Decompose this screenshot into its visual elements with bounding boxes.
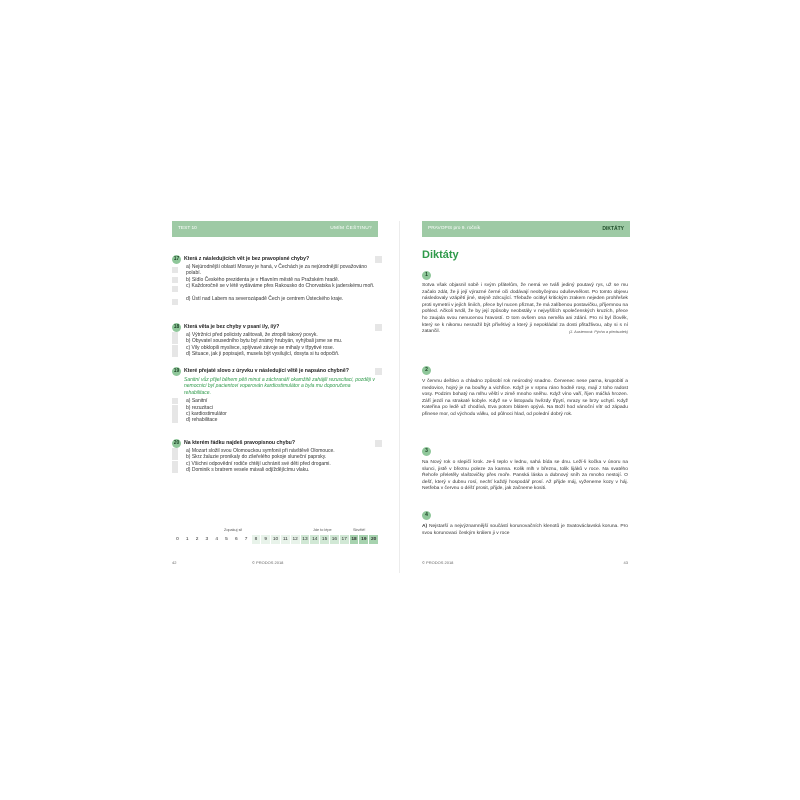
question-number: 19 [173, 368, 180, 374]
question-text: Které přejaté slovo z úryvku v následující větě je napsáno chybně? [184, 368, 349, 374]
answer-checkbox[interactable] [172, 267, 178, 273]
score-box[interactable] [375, 324, 382, 331]
answer-option[interactable]: a) Výtržníci před policisty zalitovali, že ztropili takový povyk. [172, 332, 378, 338]
score-cell[interactable]: 6 [231, 535, 241, 544]
score-cell[interactable]: 18 [349, 535, 359, 544]
score-box[interactable] [375, 368, 382, 375]
right-page-header [422, 221, 630, 237]
answer-checkbox[interactable] [172, 338, 178, 344]
question-19 [172, 367, 378, 424]
left-page-header [172, 221, 378, 237]
question-text: Na kterém řádku najdeš pravopisnou chybu? [184, 440, 295, 446]
score-cell[interactable]: 7 [241, 535, 251, 544]
dictation-source: (J. Austenová: Pýcha a předsudek) [569, 330, 628, 335]
answer-checkbox[interactable] [172, 332, 178, 338]
answer-checkbox[interactable] [172, 411, 178, 417]
dictation-number: 3 [422, 447, 431, 456]
answer-option[interactable]: c) Vily obklopili myslivce, splývavé závoje se mihaly v třpytivé rose. [172, 345, 378, 351]
question-text: Která z následujících vět je bez pravopisné chyby? [184, 256, 310, 262]
dictation-text: Na Nový rok o slepičí krok. Je-li teplo v lednu, sahá bída se dnu. Leží-li kočka v únoru na slunci, jistě v březnu poleze za kamna. Kolik mlh v březnu, tolik lijáků v roce. Na svatého Řehoře přeletěly vlaštovičky přes moře. Panská láska a dubnový sníh za mnoho nestojí. O dešť, který v dubnu rosí, nechť každý hospodář prosí. Až přijde máj, vyženeme kozy v háj. Netřeba v červnu o déšť prosit, přijde, jak začneme kositi. [422, 460, 628, 492]
score-cell[interactable]: 14 [309, 535, 319, 544]
answer-checkbox[interactable] [172, 345, 178, 351]
score-cell[interactable]: 17 [339, 535, 349, 544]
score-cell[interactable]: 15 [319, 535, 329, 544]
answer-checkbox[interactable] [172, 351, 178, 357]
answer-option[interactable]: c) kardiostimulátor [172, 411, 378, 417]
answer-option[interactable]: c) Každoročně se v létě vydáváme přes Rakousko do Chorvatska k jaderskému moři. [172, 283, 378, 296]
scale-label-high: Skvělé! [353, 528, 366, 532]
dictation-number: 4 [422, 511, 431, 520]
score-cell[interactable]: 13 [300, 535, 310, 544]
answer-checkbox[interactable] [172, 398, 178, 404]
dictation-number: 2 [422, 366, 431, 375]
dictation-number: 1 [422, 271, 431, 280]
header-section-label: UMÍM ČEŠTINU? [330, 226, 372, 231]
left-page [150, 221, 400, 573]
score-scale-labels [172, 528, 378, 534]
score-cell[interactable]: 12 [290, 535, 300, 544]
answer-option[interactable]: b) rezuzitaci [172, 405, 378, 411]
answer-checkbox[interactable] [172, 286, 178, 292]
answer-option[interactable]: d) Ústí nad Labem na severozápadě Čech je centrem Ústeckého kraje. [172, 296, 378, 309]
score-cell[interactable]: 19 [358, 535, 368, 544]
dictation-text: V červnu deštivo a chladno způsobí rok neúrodný snadno. Červenec nese parna, krupobití a medovice, hojný je na bouřky a vichřice. Když je v srpnu ráno hodně rosy, mají z toho radost vosy. Podzim bohatý na mlhu věští v zimě mnoho sněhu. Když víno vaří, říjen máčká hrozen. Září jezdí na strakaté kobyle. Když se v listopadu hvězdy třpytí, mrazy se brzy uchytí. Když Kateřina po ledě už chodívá, Eva potom blátem opývá. Na Boží hod vánoční vítr od západu přinese mor, od východu válku, od půlnoci hlad, od polední dobrý rok. [422, 379, 628, 417]
score-cell[interactable]: 11 [280, 535, 290, 544]
page-title: Diktáty [422, 249, 459, 261]
answer-option[interactable]: d) rehabilitace [172, 417, 378, 423]
page-number-left: 42 [172, 560, 177, 565]
answer-checkbox[interactable] [172, 461, 178, 467]
book-spread [150, 221, 650, 573]
score-cell[interactable]: 1 [182, 535, 192, 544]
answer-option[interactable]: b) Obyvatel sousedního bytu byl známý hrubyán, vyhýbali jsme se mu. [172, 338, 378, 344]
header-subject-label: PRAVOPIS pro 9. ročník [428, 226, 481, 231]
answer-option[interactable]: a) Mozart složil svou Olomouckou symfonii při návštěvě Olomouce. [172, 448, 378, 454]
page-number-right: 43 [623, 560, 628, 565]
question-number: 18 [173, 324, 180, 330]
right-page [400, 221, 650, 573]
question-number: 20 [173, 440, 180, 446]
question-17 [172, 255, 378, 309]
footer-copyright: © PRODOS 2018 [422, 560, 454, 565]
answer-checkbox[interactable] [172, 277, 178, 283]
dictation-text: A) Nejstarší a nejvýznamnější součástí korunovačních klenotů je Svatováclavská koruna. Pro svou korunovaci českým králem ji v roce [422, 524, 629, 536]
question-number: 17 [173, 256, 180, 262]
question-18 [172, 323, 378, 358]
answer-checkbox[interactable] [172, 467, 178, 473]
answer-checkbox[interactable] [172, 454, 178, 460]
answer-option[interactable]: d) Situace, jak ji popisuješ, musela být vysilující, dosyta si tu odpočiň. [172, 351, 378, 357]
question-20 [172, 439, 378, 474]
scale-label-low: Zopakuj si! [224, 528, 243, 532]
score-cell[interactable]: 9 [260, 535, 270, 544]
score-cell[interactable]: 2 [192, 535, 202, 544]
answer-option[interactable]: b) Skrz žaluzie pronikaly do zšeřelého pokoje sluneční paprsky. [172, 454, 378, 460]
header-test-label: TEST 10 [178, 226, 197, 231]
score-cell[interactable]: 8 [251, 535, 261, 544]
header-chapter-label: DIKTÁTY [602, 226, 624, 232]
question-quote: Sanitní vůz přijel během pěti minut a záchranáři okamžitě zahájili rezuscitaci, později v nemocnici byl pacientovi voperován kardiostimulátor a byla mu doporučena rehabilitace. [184, 377, 375, 396]
score-cell[interactable]: 0 [172, 535, 182, 544]
question-text: Která věta je bez chyby v psaní i/y, í/ý? [184, 324, 280, 330]
score-cell[interactable]: 5 [221, 535, 231, 544]
answer-checkbox[interactable] [172, 405, 178, 411]
answer-option[interactable]: b) Sídlo Českého prezidenta je v Hlavním městě na Pražském hradě. [172, 277, 378, 283]
footer-copyright: © PRODOS 2018 [252, 560, 284, 565]
answer-option[interactable]: c) Všichni odpovědní rodiče chtějí uchránit své děti před drogami. [172, 461, 378, 467]
answer-checkbox[interactable] [172, 299, 178, 305]
score-box[interactable] [375, 440, 382, 447]
answer-option[interactable]: a) Nejúrodnější oblastí Moravy je haná, v Čechách je za nejúrodnější považováno polabí. [172, 264, 378, 277]
dictation-part-label: A) [422, 524, 428, 529]
score-box[interactable] [375, 256, 382, 263]
score-cell[interactable]: 10 [270, 535, 280, 544]
score-cell[interactable]: 16 [329, 535, 339, 544]
answer-checkbox[interactable] [172, 448, 178, 454]
score-cell[interactable]: 4 [211, 535, 221, 544]
score-cell[interactable]: 3 [201, 535, 211, 544]
answer-checkbox[interactable] [172, 417, 178, 423]
score-scale [172, 535, 378, 544]
answer-option[interactable]: d) Dominik s bratrem vesele mávali odjíždějícímu vlaku. [172, 467, 378, 473]
scale-label-mid: Jde to lépe [313, 528, 332, 532]
score-cell[interactable]: 20 [368, 535, 378, 544]
dictation-text: Sotva však objasnil sobě i svým přátelům, že nemá ve tváři jediný poutavý rys, už se mu začalo zdát, že ji její výrazné černé oči dodávají neobyčejnou oduševnělost. Po tomto objevu následovaly vzápětí jiné, stejně zdrcující. Třebaže ocitkyl kritickým zrakem nejeden prohřešek proti symetrii v jejích liniích, přece byl nucen přiznat, že má zalíbenou postavičku, příjemnou na pohled. Ačkoli tvrdil, že by její způsoby neobstály v nejvyšších společenských kruzích, přece ho zaujala svou nenucenou hravostí. O tom ovšem ona neměla ani zdání. Pro ni byl člověk, který se k nikomu nesnažil být přívětivý a který ji nepokládal za dosti přitažlivou, aby si s ní zatančil. (J. Austenová: Pýcha a předsudek) [422, 283, 628, 335]
answer-option[interactable]: a) Sanitní [172, 398, 378, 404]
